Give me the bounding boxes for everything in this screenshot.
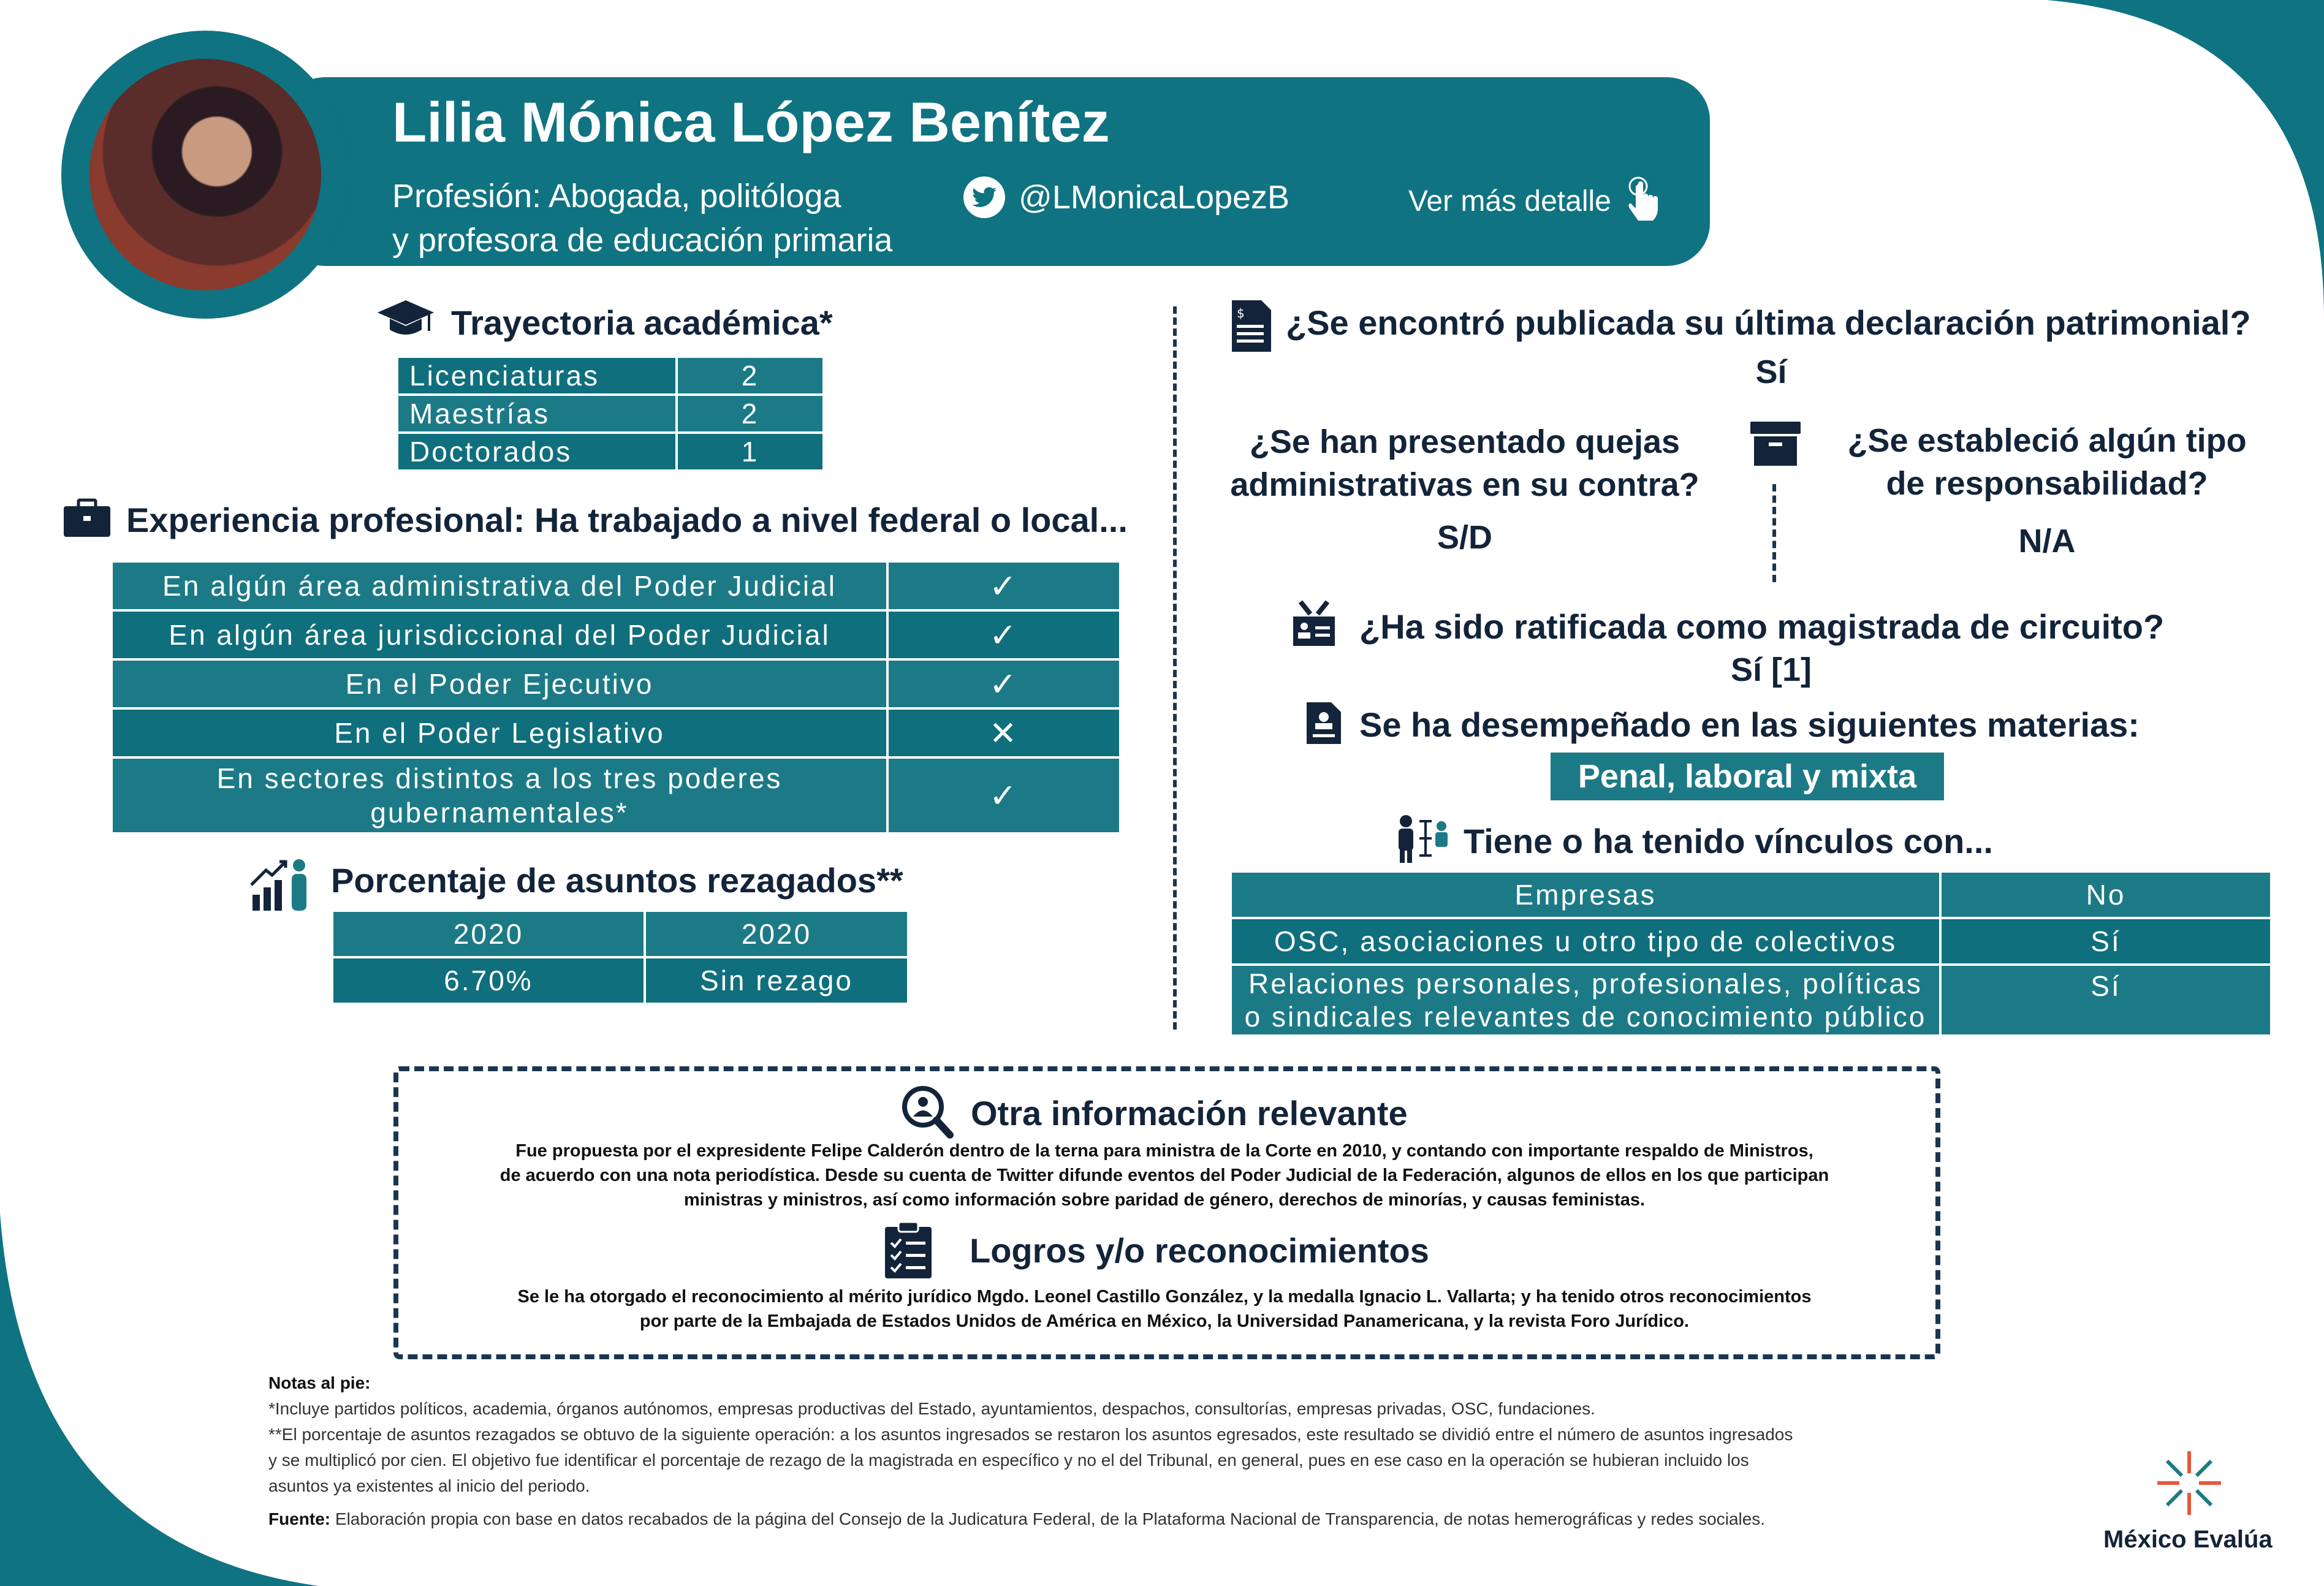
links-label: Empresas (1231, 871, 1940, 918)
links-label-line-2: o sindicales relevantes de conocimiento público (1244, 1001, 1927, 1033)
table-row (397, 433, 824, 471)
backlog-year: 2020 (332, 911, 645, 957)
cross-icon: ✕ (887, 708, 1120, 757)
small-divider (1772, 484, 1776, 582)
academic-label: Licenciaturas (397, 357, 677, 395)
profession-line-2: y profesora de educación primaria (392, 222, 893, 259)
check-icon: ✓ (887, 757, 1120, 833)
people-network-icon (1392, 814, 1451, 864)
responsibility-question (1814, 419, 2280, 505)
academic-value: 2 (677, 395, 824, 433)
patrimonial-answer: Sí (1755, 354, 1787, 390)
academic-label: Maestrías (397, 395, 677, 433)
check-icon: ✓ (887, 659, 1120, 708)
academic-label: Doctorados (397, 433, 677, 471)
table-row (1231, 918, 2271, 965)
complaints-answer: S/D (1437, 519, 1493, 556)
note-line: *Incluye partidos políticos, academia, órganos autónomos, empresas productivas del Estado, ayuntamientos, despachos, consultorías, empresas privadas, OSC, fundaciones. (268, 1399, 1595, 1418)
document-money-icon (1229, 298, 1274, 354)
profile-name: Lilia Mónica López Benítez (392, 91, 1110, 154)
links-value: No (1940, 871, 2271, 918)
other-info-title: Otra información relevante (971, 1094, 1408, 1133)
note-line: asuntos ya existentes al inicio del periodo. (268, 1476, 590, 1495)
table-row (1231, 871, 2271, 918)
profession (392, 174, 892, 262)
links-value: Sí (1940, 918, 2271, 965)
backlog-value: Sin rezago (645, 957, 908, 1004)
twitter-link[interactable] (963, 176, 1289, 218)
other-info-line: de acuerdo con una nota periodística. Desde su cuenta de Twitter difunde eventos del Poder Judicial de la Federación, algunos de ellos en los que participan (499, 1166, 1829, 1185)
backlog-title: Porcentaje de asuntos rezagados** (331, 861, 903, 900)
svg-text:$: $ (1237, 306, 1245, 321)
more-details-button[interactable] (1408, 176, 1663, 226)
links-label-line-1: Relaciones personales, profesionales, políticas (1248, 968, 1923, 1000)
experience-label: En algún área administrativa del Poder Judicial (112, 561, 887, 610)
id-badge-icon (1291, 599, 1337, 648)
backlog-year: 2020 (645, 911, 908, 957)
table-row (112, 561, 1120, 610)
links-table (1229, 870, 2273, 1037)
achievements-line: por parte de la Embajada de Estados Unidos de América en México, la Universidad Panamericana, y la revista Foro Jurídico. (639, 1311, 1690, 1331)
achievements-title: Logros y/o reconocimientos (970, 1231, 1429, 1270)
academic-table (396, 355, 825, 472)
twitter-icon (963, 176, 1005, 218)
search-user-icon (901, 1085, 954, 1140)
ratified-question: ¿Ha sido ratificada como magistrada de circuito? (1359, 607, 2165, 646)
check-icon: ✓ (887, 561, 1120, 610)
other-info-line: Fue propuesta por el expresidente Felipe Calderón dentro de la terna para ministra de la Corte en 2010, y contando con importante respaldo de Ministros, (515, 1141, 1813, 1161)
source-text: Elaboración propia con base en datos recabados de la página del Consejo de la Judicatura Federal, de la Plataforma Nacional de Transparencia, de notas hemerográficas y redes sociales. (330, 1509, 1766, 1528)
growth-chart-icon (248, 856, 309, 912)
academic-title: Trayectoria académica* (451, 303, 833, 342)
footnotes (268, 1370, 2076, 1532)
briefcase-icon (63, 498, 112, 538)
experience-label-line-2: gubernamentales* (370, 797, 629, 829)
academic-value: 2 (677, 357, 824, 395)
table-row (1231, 965, 2271, 1036)
experience-label: En el Poder Legislativo (112, 708, 887, 757)
complaints-line-2: administrativas en su contra? (1230, 466, 1699, 503)
check-icon: ✓ (887, 610, 1120, 659)
responsibility-answer: N/A (2018, 523, 2076, 560)
experience-label (112, 757, 887, 833)
table-row (112, 757, 1120, 833)
experience-label-line-1: En sectores distintos a los tres poderes (216, 762, 783, 794)
ratified-answer: Sí [1] (1730, 651, 1812, 688)
table-row (332, 911, 908, 957)
achievements-text (404, 1284, 1924, 1334)
complaints-question (1213, 420, 1716, 506)
experience-title: Experiencia profesional: Ha trabajado a nivel federal o local... (126, 501, 1128, 539)
note-line: y se multiplicó por cien. El objetivo fue identificar el porcentaje de rezago de la magistrada en específico y no el del Tribunal, en general, pues en ese caso en la operación se hubieran incluido los (268, 1451, 1749, 1470)
links-label: OSC, asociaciones u otro tipo de colectivos (1231, 918, 1940, 965)
backlog-table (331, 909, 909, 1005)
clipboard-checklist-icon (883, 1220, 934, 1281)
other-info-line: ministras y ministros, así como información sobre paridad de género, derechos de minorías, y causas feministas. (683, 1190, 1646, 1210)
matters-value: Penal, laboral y mixta (1551, 753, 1944, 800)
complaints-line-1: ¿Se han presentado quejas (1249, 423, 1680, 460)
backlog-value: 6.70% (332, 957, 645, 1004)
twitter-handle: @LMonicaLopezB (1019, 179, 1290, 216)
profile-photo (89, 59, 321, 290)
logo-text: México Evalúa (2103, 1526, 2273, 1553)
table-row (112, 610, 1120, 659)
links-value: Sí (1940, 965, 2271, 1036)
experience-table (110, 560, 1122, 835)
patrimonial-question: ¿Se encontró publicada su última declaración patrimonial? (1286, 303, 2251, 342)
table-row (397, 357, 824, 395)
archive-box-icon (1748, 419, 1803, 468)
profession-line-1: Profesión: Abogada, politóloga (392, 178, 841, 214)
source-label: Fuente: (268, 1509, 331, 1528)
graduation-cap-icon (375, 298, 436, 341)
column-divider (1173, 306, 1177, 1030)
source-line (268, 1506, 2076, 1532)
mexico-evalua-logo-icon (2152, 1446, 2226, 1520)
responsibility-line-2: de responsabilidad? (1886, 465, 2208, 502)
pointer-hand-icon (1623, 176, 1663, 226)
table-row (112, 659, 1120, 708)
other-info-text (404, 1139, 1924, 1212)
academic-value: 1 (677, 433, 824, 471)
links-title: Tiene o ha tenido vínculos con... (1464, 822, 1993, 860)
links-label (1231, 965, 1940, 1036)
table-row (112, 708, 1120, 757)
responsibility-line-1: ¿Se estableció algún tipo (1847, 422, 2247, 459)
matters-title: Se ha desempeñado en las siguientes materias: (1359, 705, 2140, 744)
experience-label: En el Poder Ejecutivo (112, 659, 887, 708)
notes-heading: Notas al pie: (268, 1373, 371, 1392)
table-row (397, 395, 824, 433)
document-user-icon (1304, 700, 1343, 746)
experience-label: En algún área jurisdiccional del Poder Judicial (112, 610, 887, 659)
more-details-label: Ver más detalle (1408, 184, 1611, 218)
table-row (332, 957, 908, 1004)
note-line: **El porcentaje de asuntos rezagados se obtuvo de la siguiente operación: a los asuntos ingresados se restaron los asuntos egresados, este resultado se dividió entre el número de asuntos ingresados (268, 1425, 1793, 1444)
achievements-line: Se le ha otorgado el reconocimiento al mérito jurídico Mgdo. Leonel Castillo González, y la medalla Ignacio L. Vallarta; y ha tenido otros reconocimientos (517, 1287, 1812, 1307)
